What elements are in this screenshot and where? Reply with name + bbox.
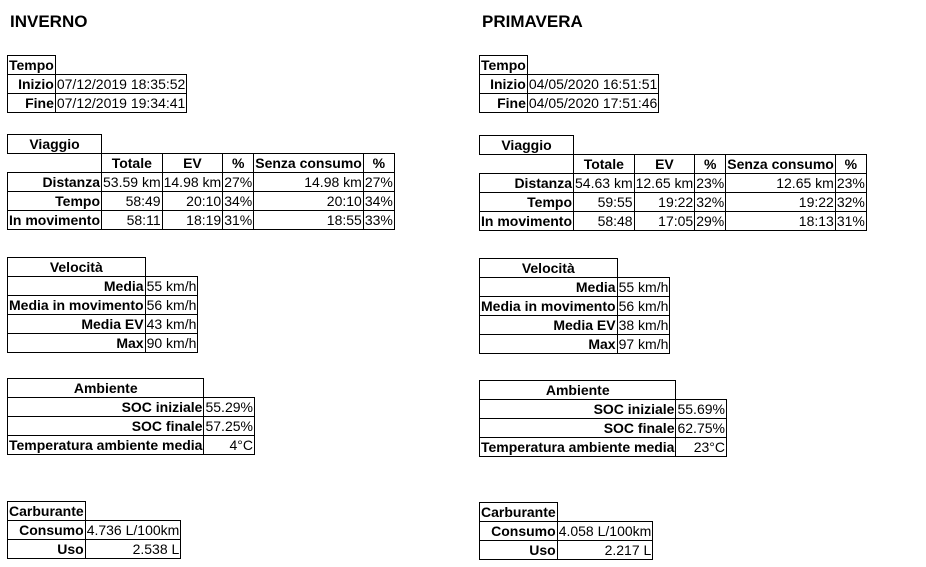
fine-label: Fine (480, 94, 528, 113)
empty-cell (527, 56, 658, 75)
fine-label: Fine (8, 94, 56, 113)
empty-cell (85, 502, 181, 521)
inizio-label: Inizio (480, 75, 528, 94)
row-value: 38 km/h (618, 317, 669, 333)
column-header: % (223, 154, 254, 173)
table-row (8, 436, 255, 455)
table-cell: 17:05 (634, 212, 695, 231)
table-row (8, 56, 187, 75)
ambiente-table (479, 380, 727, 457)
table-header-row (480, 155, 867, 174)
row-value: 62.75% (677, 420, 725, 436)
table-cell: 18:13 (726, 212, 836, 231)
row-label: Uso (8, 540, 86, 559)
table-row (8, 135, 395, 154)
table-cell: 20:10 (254, 192, 364, 211)
row-label: Consumo (8, 521, 86, 540)
table-row (480, 259, 670, 278)
table-cell: 27% (224, 174, 253, 190)
row-label: Max (480, 335, 618, 354)
row-value: 56 km/h (146, 297, 197, 313)
row-label: Media in movimento (9, 297, 144, 313)
empty-cell (676, 381, 726, 400)
row-label: SOC finale (480, 419, 676, 438)
table-row (8, 540, 181, 559)
inizio-value: 04/05/2020 16:51:51 (528, 76, 658, 92)
table-cell: 23% (836, 175, 865, 191)
empty-cell (574, 136, 867, 155)
row-value: 55.69% (677, 401, 725, 417)
row-label: Uso (480, 541, 558, 560)
table-cell: 34% (364, 193, 393, 209)
viaggio-table (479, 135, 867, 231)
table-cell: 33% (364, 212, 393, 228)
table-cell: 18:19 (162, 211, 223, 230)
table-row (8, 211, 395, 230)
table-row (8, 398, 255, 417)
table-row (480, 278, 670, 297)
table-row (480, 316, 670, 335)
column-header: % (835, 155, 866, 174)
table-row (480, 174, 867, 193)
table-row (8, 315, 198, 334)
column-header: Senza consumo (255, 155, 362, 171)
fine-value: 07/12/2019 19:34:41 (56, 95, 186, 111)
row-label: Consumo (480, 522, 558, 541)
row-label: SOC iniziale (480, 400, 676, 419)
table-row (480, 400, 727, 419)
row-label: Temperatura ambiente media (481, 439, 675, 455)
table-row (8, 296, 198, 315)
table-cell: 19:22 (634, 193, 695, 212)
row-label: Temperatura ambiente media (9, 437, 203, 453)
table-row (480, 193, 867, 212)
row-label: SOC iniziale (8, 398, 204, 417)
row-label: Distanza (480, 174, 574, 193)
row-value: 90 km/h (146, 335, 197, 351)
table-cell: 20:10 (162, 192, 223, 211)
carburante-header: Carburante (9, 503, 84, 519)
table-cell: 59:55 (574, 193, 635, 212)
row-label: Media (8, 277, 146, 296)
row-label: Media in movimento (481, 298, 616, 314)
column-header: Totale (102, 154, 163, 173)
column-header: EV (162, 154, 223, 173)
velocita-header: Velocità (8, 258, 146, 277)
empty-cell (55, 56, 186, 75)
table-cell: 12.65 km (726, 174, 836, 193)
table-cell: 12.65 km (635, 175, 694, 191)
row-label: Media (480, 278, 618, 297)
table-row (480, 212, 867, 231)
table-cell: 32% (836, 194, 865, 210)
table-cell: 53.59 km (103, 174, 161, 190)
table-row (8, 502, 181, 521)
tempo-header: Tempo (481, 57, 526, 73)
table-row (8, 417, 255, 436)
column-header: Senza consumo (727, 156, 834, 172)
column-header: % (695, 155, 726, 174)
table-row (480, 541, 653, 560)
season-title: INVERNO (10, 12, 88, 31)
row-value: 56 km/h (618, 298, 669, 314)
tempo-table (7, 55, 187, 113)
table-row (8, 173, 395, 192)
table-row (480, 503, 653, 522)
inizio-label: Inizio (8, 75, 56, 94)
row-label: Media EV (8, 315, 146, 334)
table-row (8, 277, 198, 296)
ambiente-header: Ambiente (480, 381, 676, 400)
table-row (480, 419, 727, 438)
row-value: 55 km/h (618, 279, 669, 295)
row-value: 55.29% (205, 399, 253, 415)
row-value: 55 km/h (146, 278, 197, 294)
carburante-table (7, 501, 181, 559)
row-value: 23°C (676, 438, 726, 457)
row-label: Tempo (8, 192, 102, 211)
table-row (480, 522, 653, 541)
fine-value: 04/05/2020 17:51:46 (528, 95, 658, 111)
table-row (8, 192, 395, 211)
season-title: PRIMAVERA (482, 12, 583, 31)
empty-cell (102, 135, 395, 154)
table-row (8, 521, 181, 540)
table-header-row (8, 154, 395, 173)
row-label: Tempo (480, 193, 574, 212)
empty-cell (8, 154, 102, 173)
table-row (8, 75, 187, 94)
table-cell: 58:48 (574, 212, 635, 231)
table-cell: 23% (696, 175, 725, 191)
velocita-header: Velocità (480, 259, 618, 278)
table-cell: 58:49 (102, 192, 163, 211)
table-row (480, 94, 659, 113)
ambiente-table (7, 378, 255, 455)
table-cell: 14.98 km (254, 173, 364, 192)
table-cell: 54.63 km (575, 175, 633, 191)
row-value: 2.538 L (85, 540, 181, 559)
row-label: Distanza (8, 173, 102, 192)
ambiente-header: Ambiente (8, 379, 204, 398)
row-label: SOC finale (8, 417, 204, 436)
column-header: % (363, 154, 394, 173)
table-row (8, 379, 255, 398)
empty-cell (145, 258, 198, 277)
table-cell: 29% (696, 213, 725, 229)
table-cell: 18:55 (254, 211, 364, 230)
row-value: 2.217 L (557, 541, 653, 560)
table-cell: 58:11 (102, 211, 163, 230)
table-row (8, 258, 198, 277)
row-value: 43 km/h (146, 316, 197, 332)
velocita-table (7, 257, 198, 353)
table-cell: 19:22 (726, 193, 836, 212)
tempo-table (479, 55, 659, 113)
viaggio-header: Viaggio (8, 135, 102, 154)
empty-cell (557, 503, 653, 522)
table-row (480, 136, 867, 155)
carburante-table (479, 502, 653, 560)
table-row (480, 75, 659, 94)
inizio-value: 07/12/2019 18:35:52 (56, 76, 186, 92)
table-cell: 31% (836, 213, 865, 229)
table-row (480, 381, 727, 400)
table-row (8, 334, 198, 353)
empty-cell (617, 259, 670, 278)
viaggio-header: Viaggio (480, 136, 574, 155)
column-header: Totale (574, 155, 635, 174)
table-cell: 27% (364, 174, 393, 190)
table-row (480, 438, 727, 457)
tempo-header: Tempo (9, 57, 54, 73)
table-cell: 32% (696, 194, 725, 210)
table-cell: 34% (224, 193, 253, 209)
empty-cell (204, 379, 254, 398)
row-value: 97 km/h (618, 336, 669, 352)
column-header: EV (634, 155, 695, 174)
table-row (480, 297, 670, 316)
row-label: Max (8, 334, 146, 353)
viaggio-table (7, 134, 395, 230)
table-row (480, 335, 670, 354)
velocita-table (479, 258, 670, 354)
table-cell: 14.98 km (163, 174, 222, 190)
table-cell: 31% (224, 212, 253, 228)
row-label: In movimento (9, 212, 101, 228)
table-row (480, 56, 659, 75)
empty-cell (480, 155, 574, 174)
row-value: 57.25% (205, 418, 253, 434)
row-label: In movimento (481, 213, 573, 229)
row-value: 4°C (204, 436, 254, 455)
row-label: Media EV (480, 316, 618, 335)
carburante-header: Carburante (481, 504, 556, 520)
row-value: 4.736 L/100km (86, 522, 180, 538)
row-value: 4.058 L/100km (558, 523, 652, 539)
table-row (8, 94, 187, 113)
